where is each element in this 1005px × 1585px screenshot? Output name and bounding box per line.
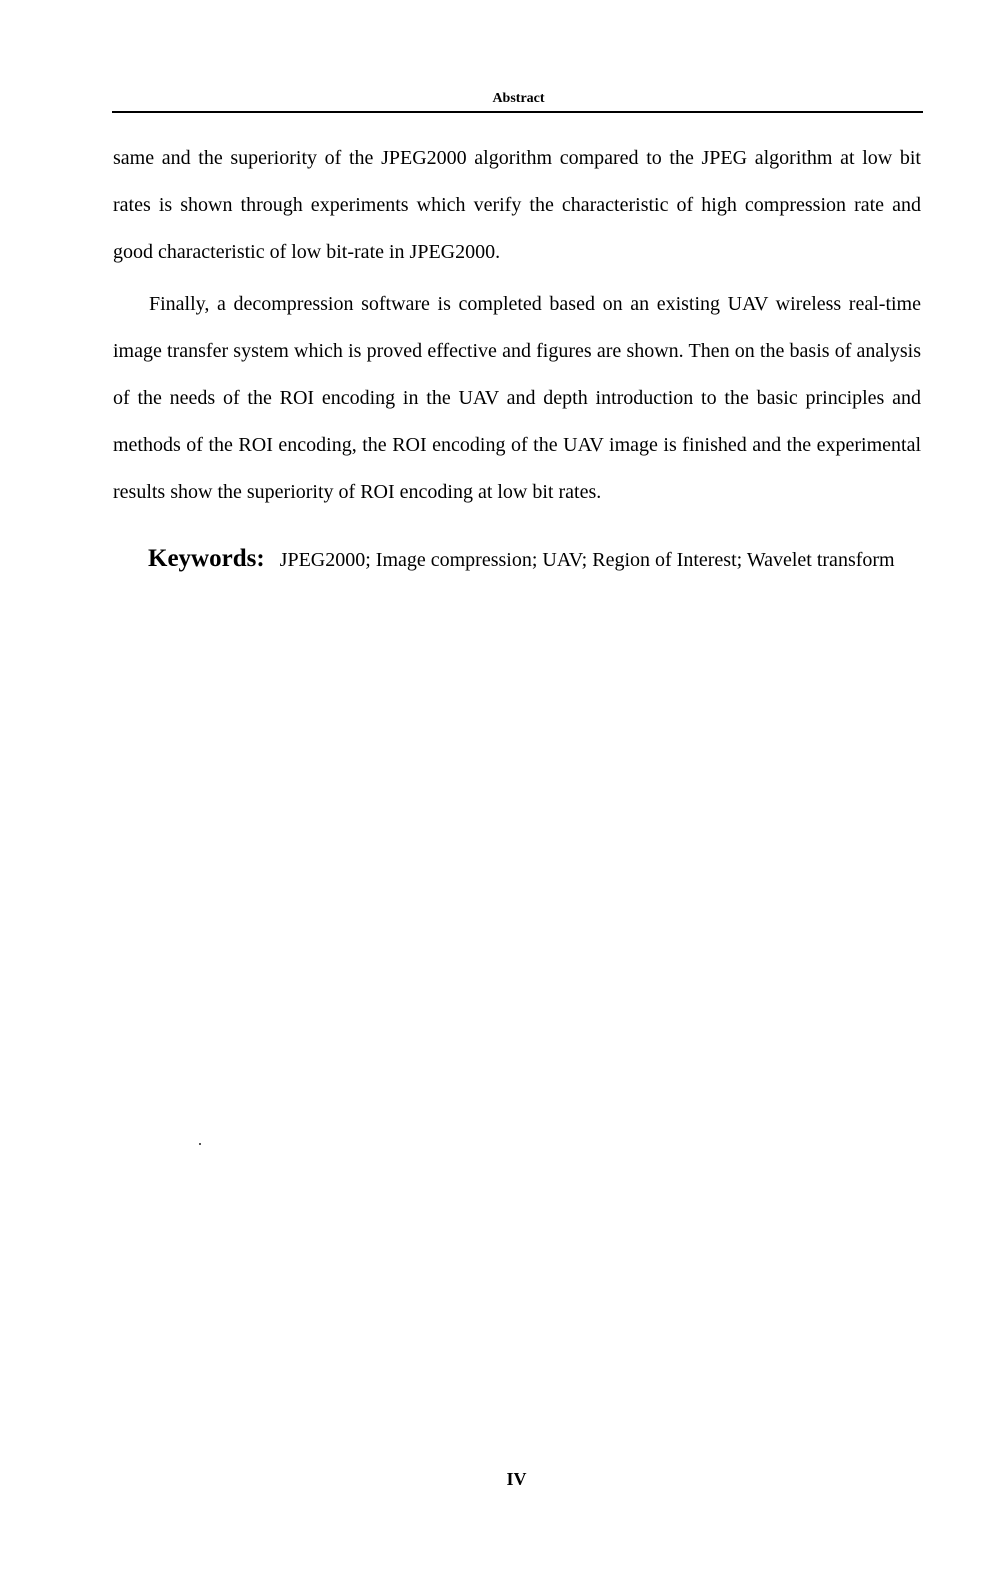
- paragraph-continuation: same and the superiority of the JPEG2000 algorithm compared to the JPEG algorithm at low bit rates is shown through experiments which verify the characteristic of high compression rate and good characteristic of low bit-rate in JPEG2000.: [113, 147, 921, 263]
- paragraph-finally: Finally, a decompression software is completed based on an existing UAV wireless real-time image transfer system which is proved effective and figures are shown. Then on the basis of analysis of the needs of the ROI encoding in the UAV and depth introduction to the basic principles and methods of the ROI encoding, the ROI encoding of the UAV image is finished and the experimental results show the superiority of ROI encoding at low bit rates.: [113, 293, 921, 503]
- keywords-text: JPEG2000; Image compression; UAV; Region of Interest; Wavelet transform: [279, 549, 895, 571]
- header-rule: [112, 111, 923, 113]
- abstract-body: [113, 135, 921, 516]
- keywords-line: [148, 545, 928, 573]
- keywords-label: Keywords:: [148, 545, 265, 572]
- running-header-title: Abstract: [492, 91, 545, 106]
- scan-speck: [199, 1143, 201, 1145]
- page-number: IV: [506, 1469, 527, 1489]
